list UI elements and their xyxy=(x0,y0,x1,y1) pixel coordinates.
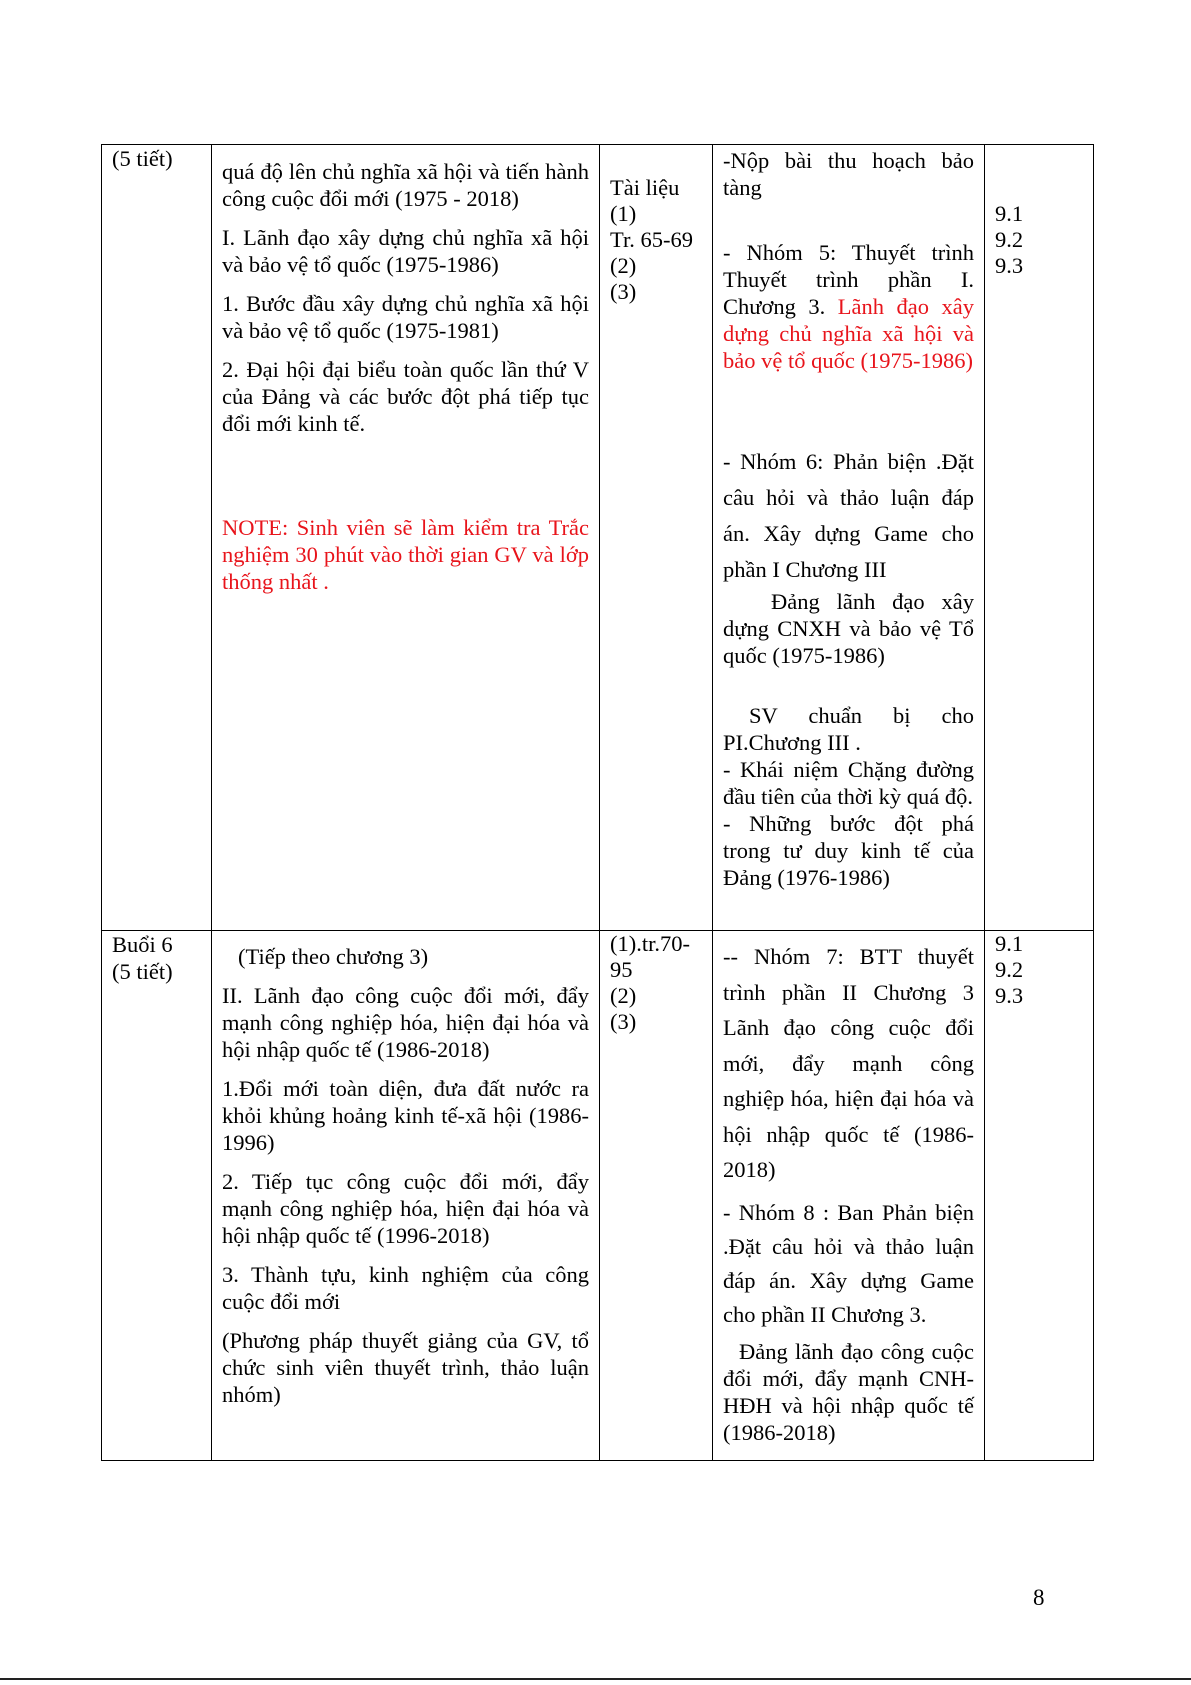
content-cell xyxy=(212,931,600,1461)
activity-paragraph: - Khái niệm Chặng đường đầu tiên của thời kỳ quá độ. xyxy=(723,757,974,809)
content-paragraph: II. Lãnh đạo công cuộc đổi mới, đẩy mạnh công nghiệp hóa, hiện đại hóa và hội nhập quốc tế (1986-2018) xyxy=(222,983,589,1062)
outcomes-cell xyxy=(985,931,1094,1461)
materials-cell xyxy=(600,931,713,1461)
content-paragraph: (Tiếp theo chương 3) xyxy=(238,944,429,969)
schedule-table xyxy=(101,144,1094,1461)
session-label: (5 tiết) xyxy=(112,959,173,984)
session-cell xyxy=(102,931,212,1461)
activity-paragraph: -Nộp bài thu hoạch bảo tàng xyxy=(723,148,974,200)
activity-paragraph: Đảng lãnh đạo công cuộc đổi mới, đẩy mạnh CNH-HĐH và hội nhập quốc tế (1986-2018) xyxy=(723,1338,974,1445)
table-row xyxy=(102,931,1094,1461)
session-label: (5 tiết) xyxy=(112,146,173,171)
content-paragraph: 1.Đổi mới toàn diện, đưa đất nước ra khỏi khủng hoảng kinh tế-xã hội (1986-1996) xyxy=(222,1076,589,1155)
content-paragraph: I. Lãnh đạo xây dựng chủ nghĩa xã hội và bảo vệ tổ quốc (1975-1986) xyxy=(222,225,589,277)
session-label: Buổi 6 xyxy=(112,932,173,957)
material-item: (1).tr.70-95 xyxy=(610,931,690,982)
material-item: Tài liệu xyxy=(610,175,680,200)
activity-paragraph: - Những bước đột phá trong tư duy kinh tế của Đảng (1976-1986) xyxy=(723,811,974,890)
material-item: (2) xyxy=(610,983,637,1008)
content-paragraph: 2. Đại hội đại biểu toàn quốc lần thứ V của Đảng và các bước đột phá tiếp tục đổi mới kinh tế. xyxy=(222,357,589,436)
activity-paragraph xyxy=(723,239,974,374)
materials-cell xyxy=(600,145,713,931)
activity-cell xyxy=(713,931,985,1461)
outcome-code: 9.3 xyxy=(995,983,1024,1008)
outcome-code: 9.3 xyxy=(995,253,1024,278)
session-cell xyxy=(102,145,212,931)
content-paragraph: (Phương pháp thuyết giảng của GV, tổ chức sinh viên thuyết trình, thảo luận nhóm) xyxy=(222,1328,589,1407)
outcome-code: 9.2 xyxy=(995,227,1024,252)
note-paragraph: NOTE: Sinh viên sẽ làm kiểm tra Trắc nghiệm 30 phút vào thời gian GV và lớp thống nhất . xyxy=(222,515,589,594)
activity-paragraph: -- Nhóm 7: BTT thuyết trình phần II Chương 3 Lãnh đạo công cuộc đổi mới, đẩy mạnh công nghiệp hóa, hiện đại hóa và hội nhập quốc tế (1986-2018) xyxy=(723,944,974,1182)
outcome-code: 9.2 xyxy=(995,957,1024,982)
material-item: (2) xyxy=(610,253,637,278)
activity-paragraph: SV chuẩn bị cho PI.Chương III . xyxy=(723,703,974,755)
bottom-rule xyxy=(0,1678,1191,1680)
activity-cell xyxy=(713,145,985,931)
activity-paragraph: - Nhóm 8 : Ban Phản biện .Đặt câu hỏi và thảo luận đáp án. Xây dựng Game cho phần II Chương 3. xyxy=(723,1199,974,1327)
table-row xyxy=(102,145,1094,931)
outcome-code: 9.1 xyxy=(995,931,1024,956)
activity-paragraph: Đảng lãnh đạo xây dựng CNXH và bảo vệ Tổ quốc (1975-1986) xyxy=(723,589,974,668)
material-item: (1) xyxy=(610,201,637,226)
content-paragraph: quá độ lên chủ nghĩa xã hội và tiến hành công cuộc đổi mới (1975 - 2018) xyxy=(222,159,589,211)
page-number: 8 xyxy=(1033,1585,1045,1610)
outcomes-cell xyxy=(985,145,1094,931)
group5-text: - Nhóm 5: Thuyết trình Thuyết trình phần I. Chương 3. xyxy=(723,240,974,319)
activity-paragraph: - Nhóm 6: Phản biện .Đặt câu hỏi và thảo luận đáp án. Xây dựng Game cho phần I Chương III xyxy=(723,449,974,582)
outcome-code: 9.1 xyxy=(995,201,1024,226)
content-paragraph: 3. Thành tựu, kinh nghiệm của công cuộc đổi mới xyxy=(222,1262,589,1314)
content-cell xyxy=(212,145,600,931)
material-item: Tr. 65-69 xyxy=(610,227,693,252)
material-item: (3) xyxy=(610,279,637,304)
material-item: (3) xyxy=(610,1009,637,1034)
group5-highlight: Lãnh đạo xây dựng chủ nghĩa xã hội và bảo vệ tổ quốc (1975-1986) xyxy=(723,294,974,373)
content-paragraph: 2. Tiếp tục công cuộc đổi mới, đẩy mạnh công nghiệp hóa, hiện đại hóa và hội nhập quốc tế (1996-2018) xyxy=(222,1169,589,1248)
content-paragraph: 1. Bước đầu xây dựng chủ nghĩa xã hội và bảo vệ tổ quốc (1975-1981) xyxy=(222,291,589,343)
